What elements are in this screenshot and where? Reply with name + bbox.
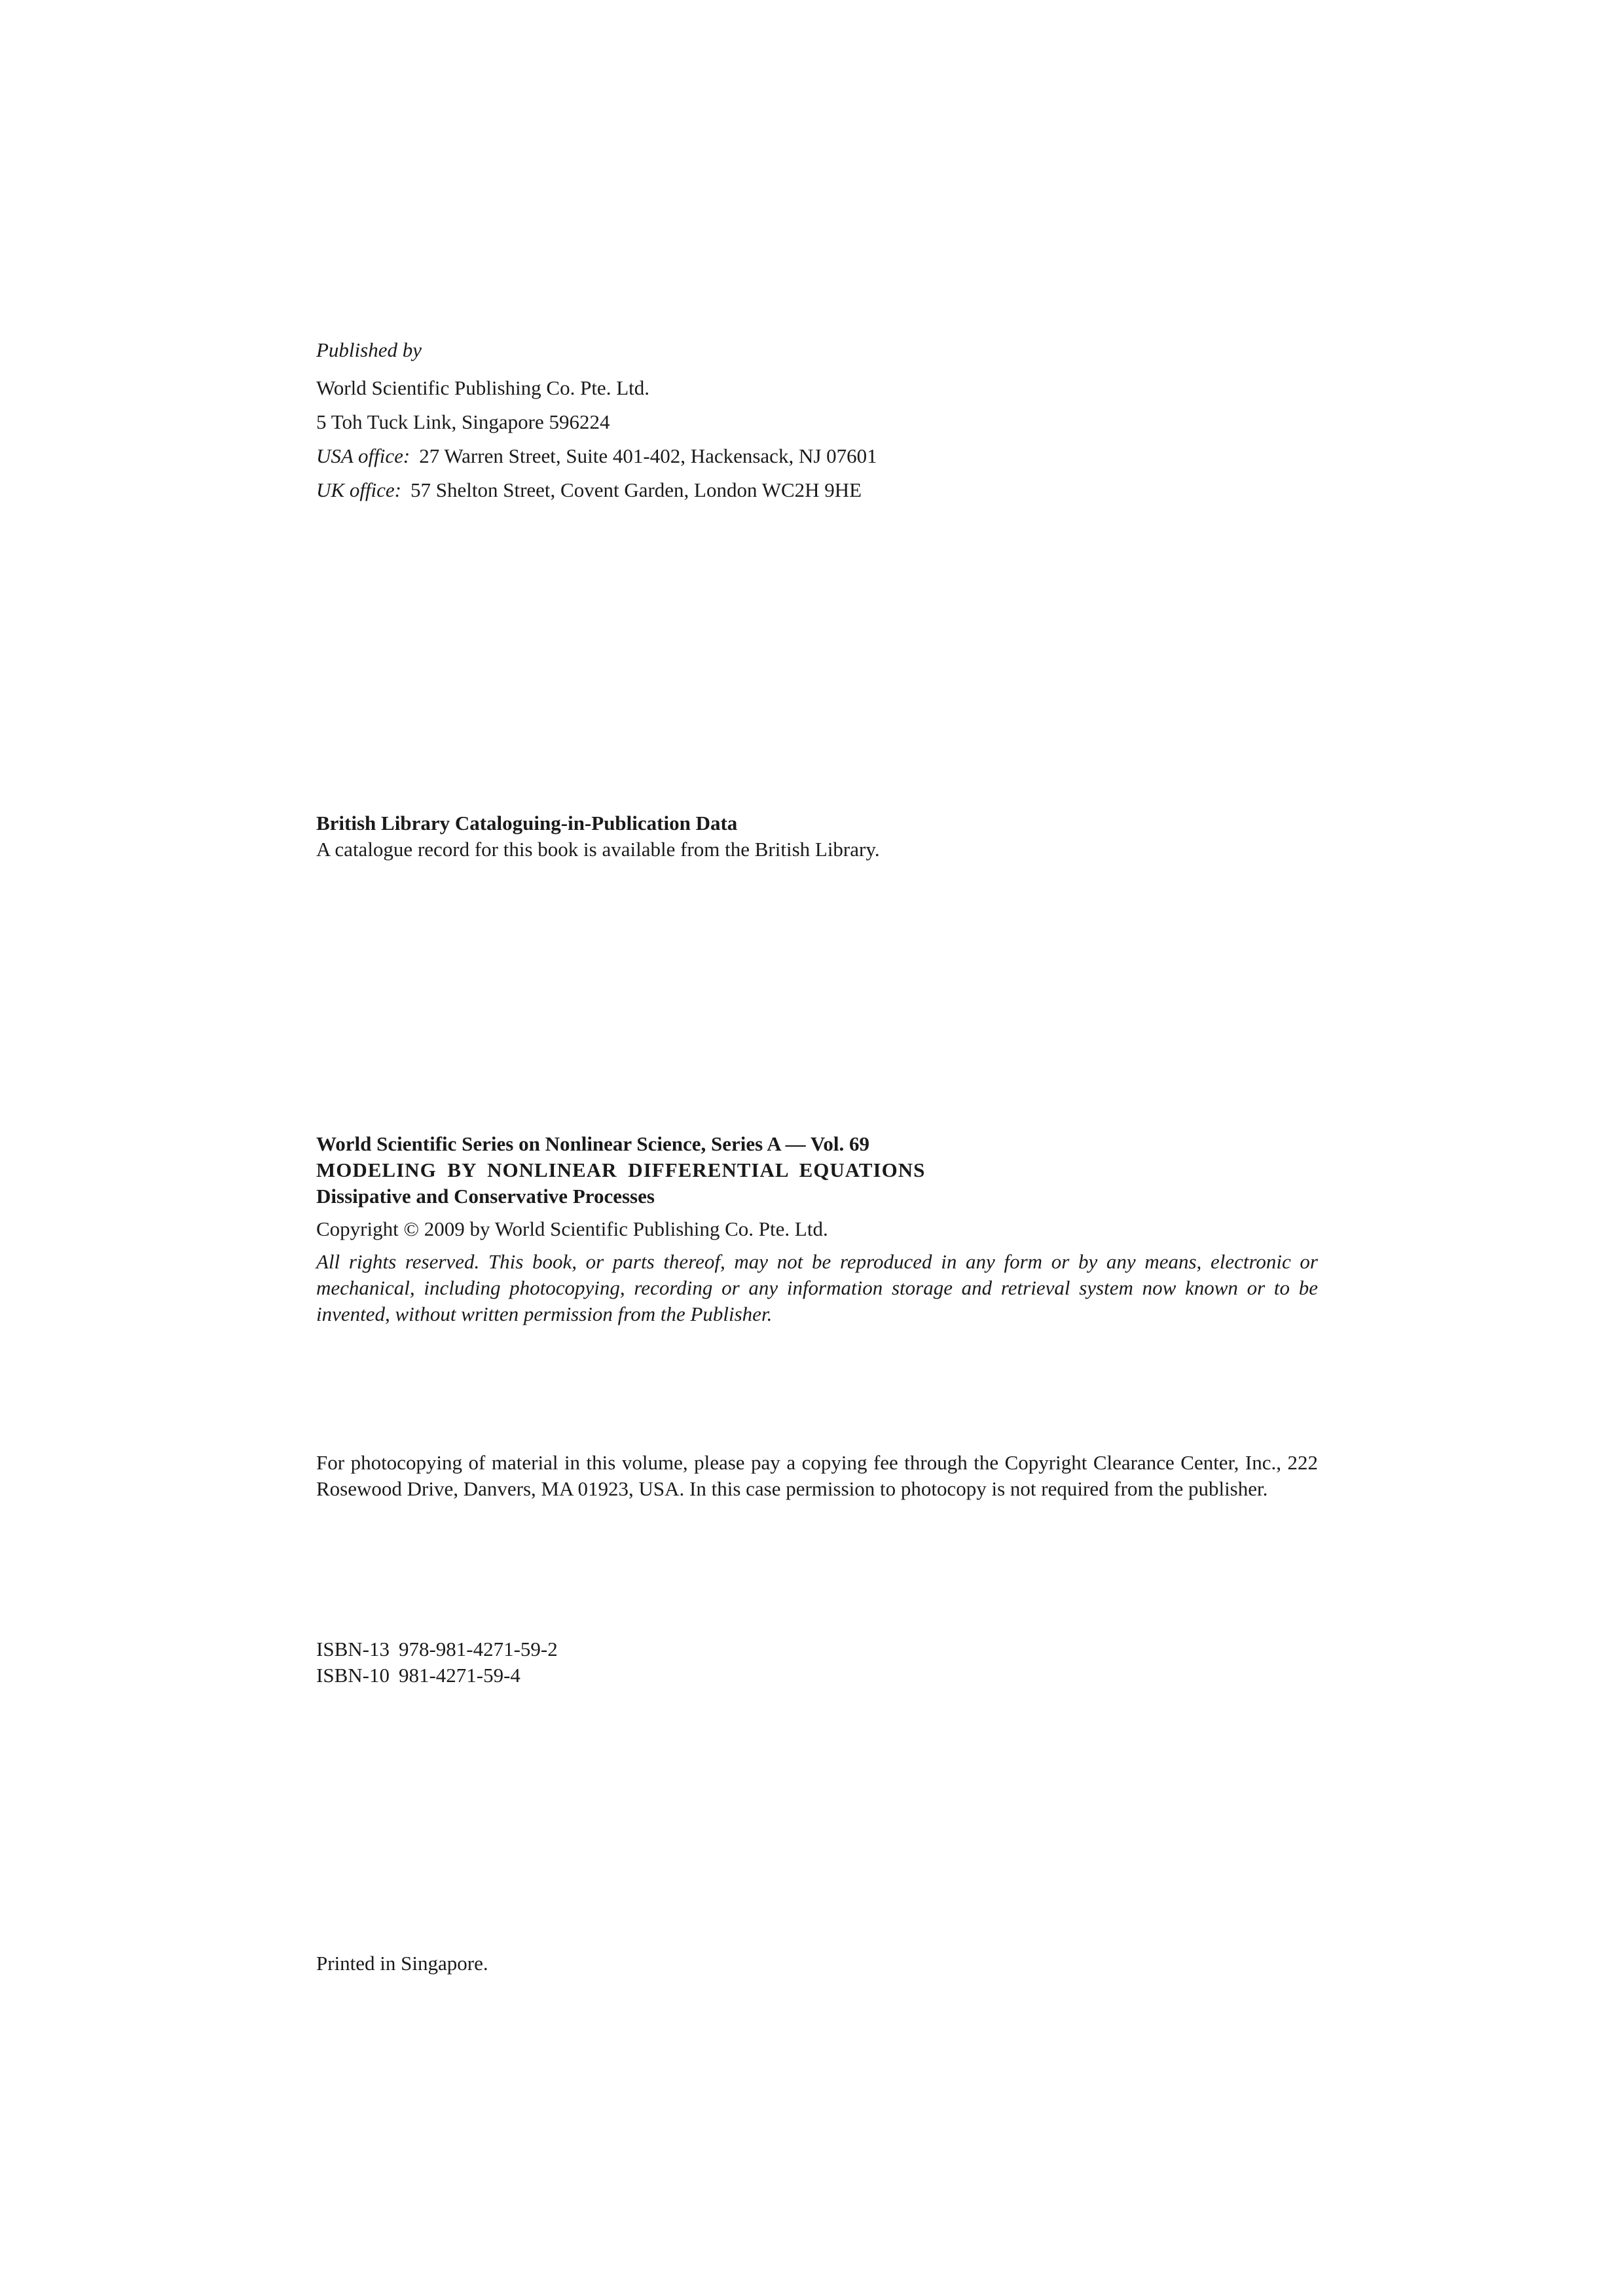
uk-office-label: UK office: bbox=[316, 478, 401, 501]
usa-office-label: USA office: bbox=[316, 444, 410, 467]
publisher-address: 5 Toh Tuck Link, Singapore 596224 bbox=[316, 410, 610, 433]
publisher-name: World Scientific Publishing Co. Pte. Ltd. bbox=[316, 376, 649, 399]
printed-in-text: Printed in Singapore. bbox=[316, 1952, 488, 1975]
isbn-block bbox=[316, 1636, 1318, 1689]
photocopy-block bbox=[316, 1450, 1318, 1502]
photocopy-text: For photocopying of material in this volume, please pay a copying fee through the Copyright Clearance Center, Inc., 222 Rosewood Drive, Danvers, MA 01923, USA. In this case permission to photocopy is not required from the publisher. bbox=[316, 1451, 1318, 1500]
copyright-line: Copyright © 2009 by World Scientific Publishing Co. Pte. Ltd. bbox=[316, 1217, 828, 1240]
uk-office-line bbox=[316, 477, 1318, 503]
book-subtitle: Dissipative and Conservative Processes bbox=[316, 1185, 655, 1208]
rights-reserved-text: All rights reserved. This book, or parts thereof, may not be reproduced in any form or by any means, electronic or mechanical, including photocopying, recording or any information storage and retrieval system now known or to be invented, without written permission from the Publisher. bbox=[316, 1250, 1318, 1325]
cataloguing-heading: British Library Cataloguing-in-Publication Data bbox=[316, 812, 738, 834]
series-title: World Scientific Series on Nonlinear Science, Series A — Vol. 69 bbox=[316, 1132, 870, 1155]
isbn13-value: 978-981-4271-59-2 bbox=[398, 1638, 558, 1660]
isbn13-label: ISBN-13 bbox=[316, 1638, 390, 1660]
isbn10-label: ISBN-10 bbox=[316, 1664, 390, 1687]
book-title: MODELING BY NONLINEAR DIFFERENTIAL EQUATIONS bbox=[316, 1158, 926, 1181]
printed-block bbox=[316, 1950, 1318, 1977]
uk-office-address: 57 Shelton Street, Covent Garden, London WC2H 9HE bbox=[410, 478, 862, 501]
isbn13-line bbox=[316, 1636, 1318, 1662]
isbn10-value: 981-4271-59-4 bbox=[398, 1664, 520, 1687]
usa-office-line bbox=[316, 443, 1318, 469]
published-by-heading: Published by bbox=[316, 338, 422, 361]
usa-office-address: 27 Warren Street, Suite 401-402, Hackensack, NJ 07601 bbox=[419, 444, 877, 467]
publisher-block bbox=[316, 337, 1318, 503]
cataloguing-text: A catalogue record for this book is available from the British Library. bbox=[316, 838, 880, 861]
isbn10-line bbox=[316, 1662, 1318, 1689]
cataloguing-block bbox=[316, 810, 1318, 863]
book-block bbox=[316, 1131, 1318, 1327]
